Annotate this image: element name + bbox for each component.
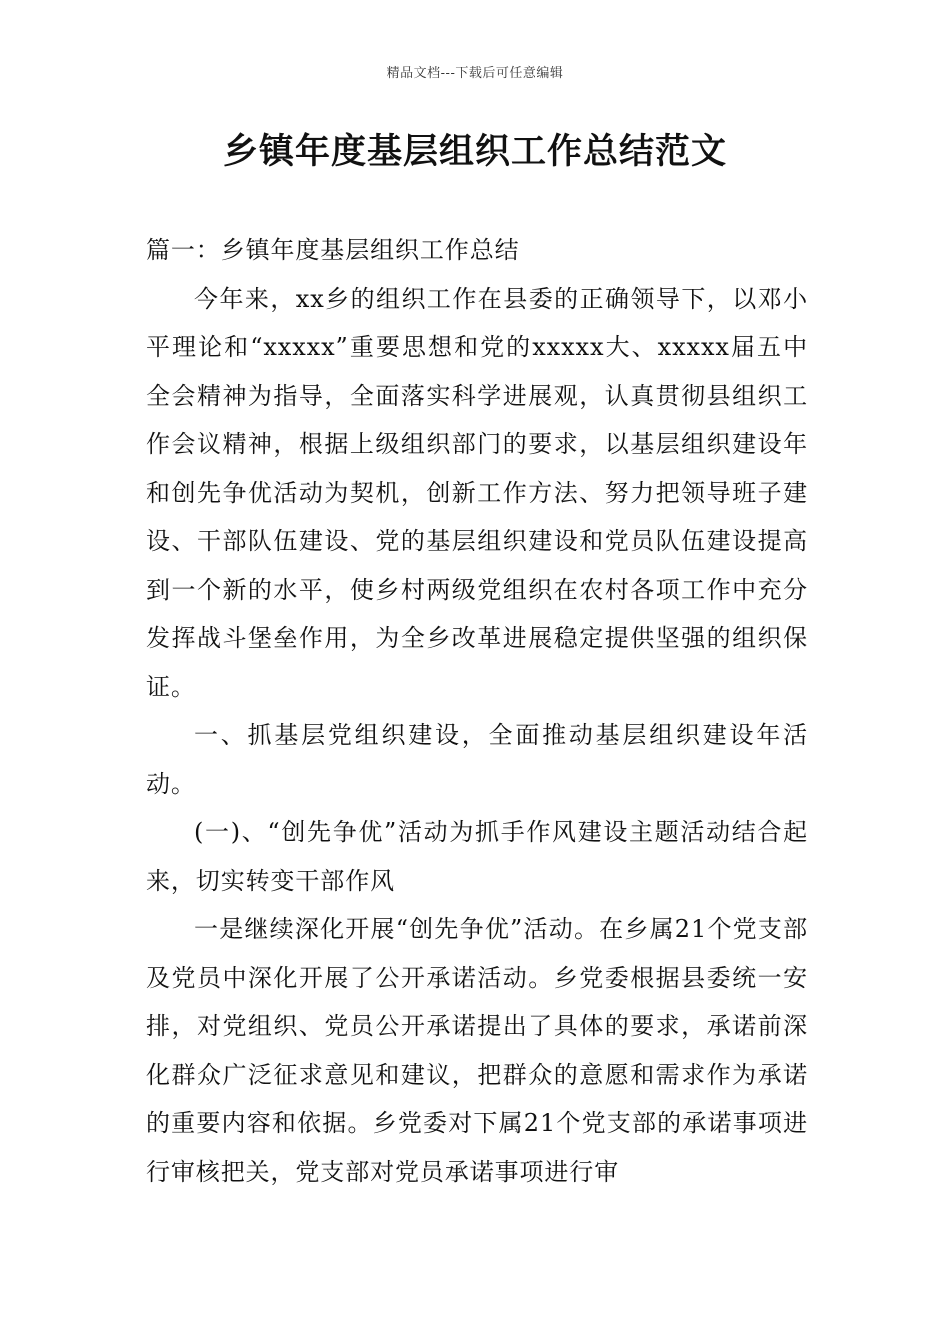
paragraph-subheading-1: (一)、“创先争优”活动为抓手作风建设主题活动结合起来，切实转变干部作风	[146, 818, 808, 895]
document-title: 乡镇年度基层组织工作总结范文	[222, 131, 727, 172]
header-note: 精品文档---下载后可任意编辑	[386, 66, 564, 81]
paragraph-heading-1: 一、抓基层党组织建设，全面推动基层组织建设年活动。	[146, 721, 808, 798]
section-heading: 篇一：乡镇年度基层组织工作总结	[146, 236, 520, 264]
paragraph-item-1: 一是继续深化开展“创先争优”活动。在乡属21个党支部及党员中深化开展了公开承诺活动。乡党委根据县委统一安排，对党组织、党员公开承诺提出了具体的要求，承诺前深化群众广泛征求意见和建议，把群众的意愿和需求作为承诺的重要内容和依据。乡党委对下属21个党支部的承诺事项进行审核把关，党支部对党员承诺事项进行审	[146, 915, 808, 1186]
paragraph-intro: 今年来，xx乡的组织工作在县委的正确领导下，以邓小平理论和“xxxxx”重要思想和党的xxxxx大、xxxxx届五中全会精神为指导，全面落实科学进展观，认真贯彻县组织工作会议精神，根据上级组织部门的要求，以基层组织建设年和创先争优活动为契机，创新工作方法、努力把领导班子建设、干部队伍建设、党的基层组织建设和党员队伍建设提高到一个新的水平，使乡村两级党组织在农村各项工作中充分发挥战斗堡垒作用，为全乡改革进展稳定提供坚强的组织保证。	[146, 284, 808, 701]
document-body	[146, 226, 808, 1196]
